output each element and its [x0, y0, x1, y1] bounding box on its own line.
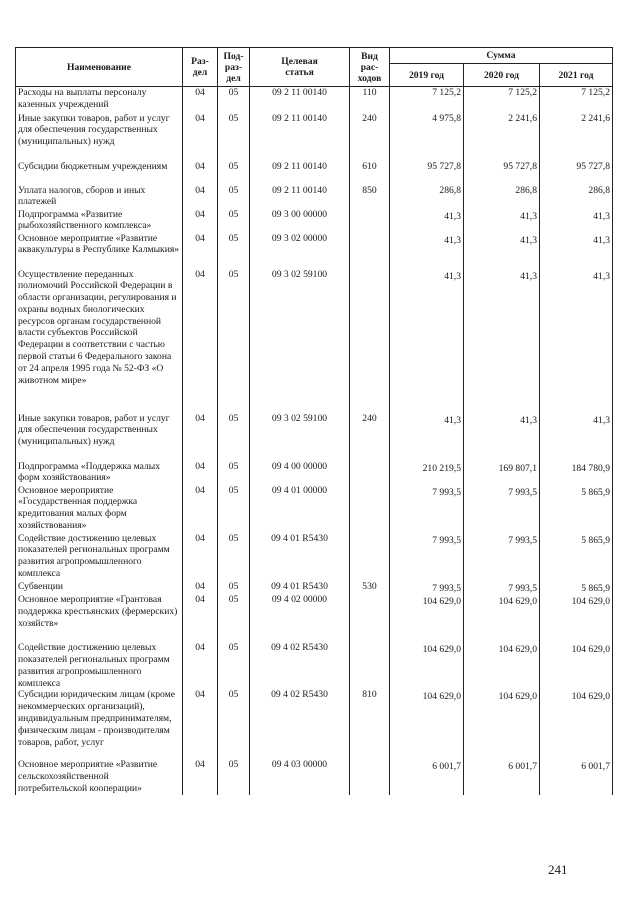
row-target-article: 09 2 11 00140 — [250, 185, 350, 209]
row-section: 04 — [183, 209, 218, 233]
row-expense-type — [350, 233, 390, 269]
row-sum-2021: 41,3 — [540, 269, 613, 413]
table-header — [16, 48, 613, 87]
row-section: 04 — [183, 87, 218, 113]
row-sum-2020: 41,3 — [464, 233, 540, 269]
row-name: Осуществление переданных полномочий Российской Федерации в области организации, регулирования и охраны водных биологических ресурсов органам государственной власти субъектов Российской Федерации в соответствии с частью первой статьи 6 Федерального закона от 24 апреля 1995 года № 52-ФЗ «О животном мире» — [16, 269, 183, 413]
table-row — [16, 113, 613, 161]
row-sum-2019: 6 001,7 — [390, 759, 464, 795]
table-row — [16, 642, 613, 689]
row-sum-2021: 5 865,9 — [540, 533, 613, 581]
row-name: Основное мероприятие «Грантовая поддержка крестьянских (фермерских) хозяйств» — [16, 594, 183, 642]
row-sum-2020: 6 001,7 — [464, 759, 540, 795]
table-row — [16, 594, 613, 642]
col-header-name: Наименование — [16, 48, 183, 87]
row-name: Расходы на выплаты персоналу казенных учреждений — [16, 87, 183, 113]
row-name: Субсидии юридическим лицам (кроме некоммерческих организаций), индивидуальным предпринимателям, физическим лицам - производителям товаров, работ, услуг — [16, 689, 183, 759]
table-row — [16, 269, 613, 413]
col-header-type: Вид рас- ходов — [350, 48, 390, 87]
row-sum-2019: 7 993,5 — [390, 581, 464, 595]
row-target-article: 09 4 00 00000 — [250, 461, 350, 485]
row-sum-2020: 7 993,5 — [464, 533, 540, 581]
col-header-year-2020: 2020 год — [464, 64, 540, 87]
row-sum-2020: 2 241,6 — [464, 113, 540, 161]
row-section: 04 — [183, 461, 218, 485]
col-header-year-2019: 2019 год — [390, 64, 464, 87]
row-section: 04 — [183, 689, 218, 759]
table-row — [16, 413, 613, 461]
row-expense-type — [350, 759, 390, 795]
row-sum-2021: 104 629,0 — [540, 642, 613, 689]
table-row — [16, 759, 613, 795]
row-sum-2019: 4 975,8 — [390, 113, 464, 161]
row-target-article: 09 4 02 00000 — [250, 594, 350, 642]
row-section: 04 — [183, 233, 218, 269]
row-name: Основное мероприятие «Государственная поддержка кредитования малых форм хозяйствования» — [16, 485, 183, 533]
row-section: 04 — [183, 581, 218, 595]
row-target-article: 09 4 02 R5430 — [250, 642, 350, 689]
row-name: Подпрограмма «Развитие рыбохозяйственного комплекса» — [16, 209, 183, 233]
row-sum-2020: 41,3 — [464, 209, 540, 233]
row-sum-2020: 286,8 — [464, 185, 540, 209]
row-name: Субвенции — [16, 581, 183, 595]
row-sum-2021: 7 125,2 — [540, 87, 613, 113]
row-subsection: 05 — [218, 233, 250, 269]
col-header-subsection: Под- раз- дел — [218, 48, 250, 87]
table-row — [16, 689, 613, 759]
row-expense-type: 610 — [350, 161, 390, 185]
row-target-article: 09 4 01 R5430 — [250, 533, 350, 581]
row-expense-type: 240 — [350, 413, 390, 461]
row-expense-type: 240 — [350, 113, 390, 161]
row-section: 04 — [183, 759, 218, 795]
row-sum-2019: 7 993,5 — [390, 533, 464, 581]
col-header-section: Раз- дел — [183, 48, 218, 87]
table-row — [16, 209, 613, 233]
row-sum-2020: 41,3 — [464, 269, 540, 413]
row-subsection: 05 — [218, 533, 250, 581]
row-expense-type — [350, 269, 390, 413]
row-subsection: 05 — [218, 642, 250, 689]
row-subsection: 05 — [218, 185, 250, 209]
row-expense-type — [350, 642, 390, 689]
row-sum-2019: 41,3 — [390, 413, 464, 461]
row-target-article: 09 2 11 00140 — [250, 87, 350, 113]
row-expense-type — [350, 485, 390, 533]
row-section: 04 — [183, 161, 218, 185]
row-section: 04 — [183, 594, 218, 642]
row-sum-2021: 95 727,8 — [540, 161, 613, 185]
row-sum-2020: 95 727,8 — [464, 161, 540, 185]
row-sum-2019: 210 219,5 — [390, 461, 464, 485]
row-sum-2019: 104 629,0 — [390, 594, 464, 642]
row-sum-2019: 7 125,2 — [390, 87, 464, 113]
row-sum-2020: 169 807,1 — [464, 461, 540, 485]
row-name: Содействие достижению целевых показателей региональных программ развития агропромышленного комплекса — [16, 642, 183, 689]
table-row — [16, 87, 613, 113]
row-sum-2019: 41,3 — [390, 209, 464, 233]
row-sum-2020: 104 629,0 — [464, 594, 540, 642]
row-subsection: 05 — [218, 759, 250, 795]
row-subsection: 05 — [218, 594, 250, 642]
row-name: Субсидии бюджетным учреждениям — [16, 161, 183, 185]
row-sum-2021: 41,3 — [540, 413, 613, 461]
row-name: Содействие достижению целевых показателей региональных программ развития агропромышленного комплекса — [16, 533, 183, 581]
row-name: Уплата налогов, сборов и иных платежей — [16, 185, 183, 209]
row-expense-type: 810 — [350, 689, 390, 759]
row-expense-type: 850 — [350, 185, 390, 209]
table-row — [16, 233, 613, 269]
row-sum-2021: 104 629,0 — [540, 594, 613, 642]
row-subsection: 05 — [218, 581, 250, 595]
table-row — [16, 485, 613, 533]
row-target-article: 09 4 02 R5430 — [250, 689, 350, 759]
row-sum-2021: 41,3 — [540, 209, 613, 233]
table-row — [16, 185, 613, 209]
row-expense-type — [350, 533, 390, 581]
row-sum-2020: 7 993,5 — [464, 581, 540, 595]
row-subsection: 05 — [218, 161, 250, 185]
row-target-article: 09 3 02 59100 — [250, 413, 350, 461]
row-sum-2020: 41,3 — [464, 413, 540, 461]
row-section: 04 — [183, 533, 218, 581]
row-target-article: 09 3 02 59100 — [250, 269, 350, 413]
row-target-article: 09 4 01 00000 — [250, 485, 350, 533]
row-target-article: 09 4 03 00000 — [250, 759, 350, 795]
page-number: 241 — [548, 862, 568, 877]
row-name: Иные закупки товаров, работ и услуг для обеспечения государственных (муниципальных) нужд — [16, 113, 183, 161]
row-target-article: 09 2 11 00140 — [250, 113, 350, 161]
row-name: Иные закупки товаров, работ и услуг для обеспечения государственных (муниципальных) нужд — [16, 413, 183, 461]
row-target-article: 09 3 02 00000 — [250, 233, 350, 269]
row-section: 04 — [183, 269, 218, 413]
row-sum-2021: 184 780,9 — [540, 461, 613, 485]
row-section: 04 — [183, 185, 218, 209]
row-subsection: 05 — [218, 113, 250, 161]
row-expense-type: 110 — [350, 87, 390, 113]
row-sum-2019: 286,8 — [390, 185, 464, 209]
row-section: 04 — [183, 113, 218, 161]
row-target-article: 09 2 11 00140 — [250, 161, 350, 185]
row-target-article: 09 4 01 R5430 — [250, 581, 350, 595]
row-sum-2019: 41,3 — [390, 233, 464, 269]
row-subsection: 05 — [218, 209, 250, 233]
row-section: 04 — [183, 413, 218, 461]
row-name: Основное мероприятие «Развитие сельскохозяйственной потребительской кооперации» — [16, 759, 183, 795]
row-name: Основное мероприятие «Развитие аквакультуры в Республике Калмыкия» — [16, 233, 183, 269]
row-sum-2020: 7 993,5 — [464, 485, 540, 533]
table-body — [16, 87, 613, 796]
col-header-sum: Сумма — [390, 48, 613, 64]
col-header-year-2021: 2021 год — [540, 64, 613, 87]
col-header-target: Целевая статья — [250, 48, 350, 87]
row-sum-2019: 7 993,5 — [390, 485, 464, 533]
row-sum-2020: 7 125,2 — [464, 87, 540, 113]
row-name: Подпрограмма «Поддержка малых форм хозяйствования» — [16, 461, 183, 485]
row-expense-type — [350, 209, 390, 233]
row-sum-2019: 104 629,0 — [390, 642, 464, 689]
row-sum-2021: 41,3 — [540, 233, 613, 269]
row-expense-type — [350, 461, 390, 485]
row-subsection: 05 — [218, 87, 250, 113]
row-sum-2021: 2 241,6 — [540, 113, 613, 161]
row-subsection: 05 — [218, 485, 250, 533]
row-sum-2021: 6 001,7 — [540, 759, 613, 795]
row-sum-2019: 104 629,0 — [390, 689, 464, 759]
row-target-article: 09 3 00 00000 — [250, 209, 350, 233]
row-subsection: 05 — [218, 413, 250, 461]
row-sum-2021: 104 629,0 — [540, 689, 613, 759]
row-sum-2021: 5 865,9 — [540, 485, 613, 533]
row-sum-2019: 41,3 — [390, 269, 464, 413]
row-sum-2020: 104 629,0 — [464, 642, 540, 689]
table-row — [16, 581, 613, 595]
row-section: 04 — [183, 642, 218, 689]
row-sum-2020: 104 629,0 — [464, 689, 540, 759]
table-row — [16, 161, 613, 185]
table-row — [16, 533, 613, 581]
budget-table — [15, 47, 613, 795]
row-expense-type: 530 — [350, 581, 390, 595]
row-subsection: 05 — [218, 269, 250, 413]
row-sum-2019: 95 727,8 — [390, 161, 464, 185]
table-row — [16, 461, 613, 485]
row-subsection: 05 — [218, 461, 250, 485]
row-section: 04 — [183, 485, 218, 533]
row-sum-2021: 286,8 — [540, 185, 613, 209]
row-subsection: 05 — [218, 689, 250, 759]
row-expense-type — [350, 594, 390, 642]
row-sum-2021: 5 865,9 — [540, 581, 613, 595]
